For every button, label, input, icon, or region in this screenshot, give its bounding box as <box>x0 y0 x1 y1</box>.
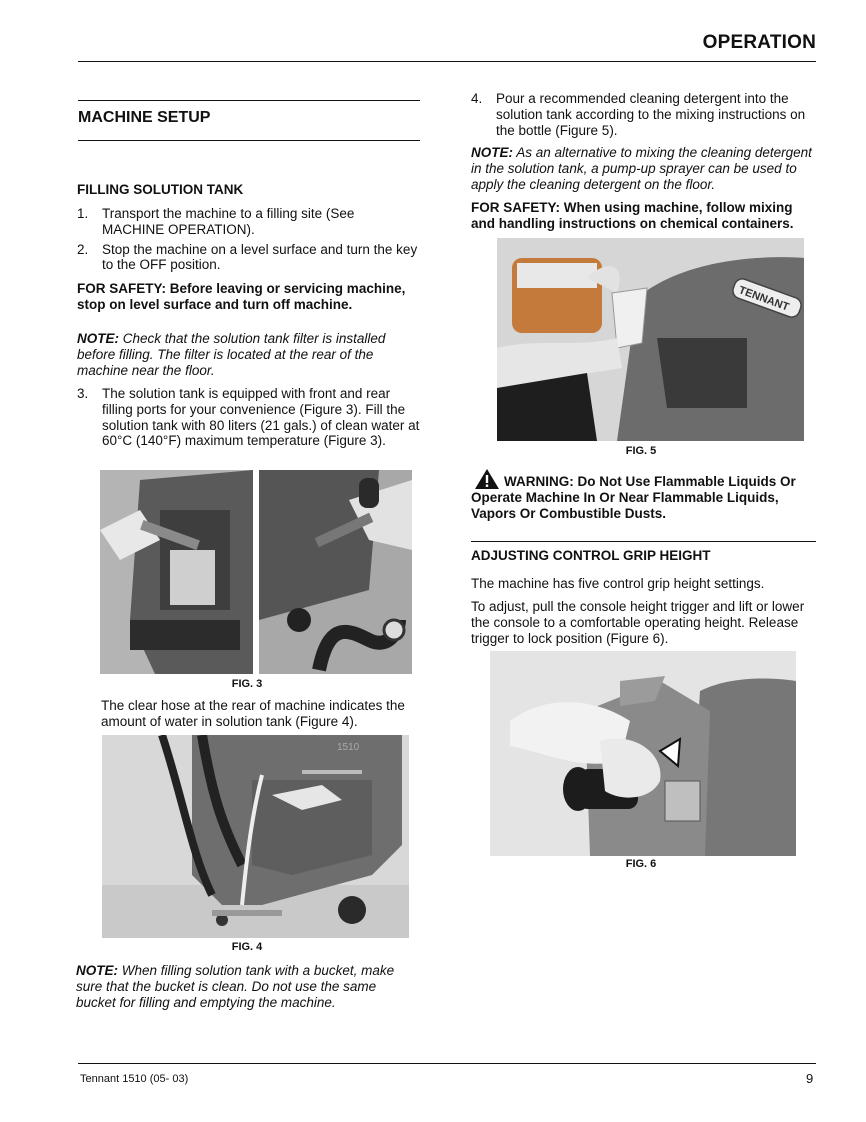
note-text: As an alternative to mixing the cleaning detergent in the solution tank, a pump-up sprayer can be used to apply the cleaning detergent on the floor. <box>471 145 812 192</box>
note-sprayer <box>471 145 816 192</box>
note-text: Check that the solution tank filter is installed before filling. The filter is located at the rear of the machine near the floor. <box>77 331 386 378</box>
filling-steps <box>77 206 420 273</box>
figure-5-photo <box>497 238 804 441</box>
step-number: 2. <box>77 241 89 257</box>
step-number: 1. <box>77 206 89 221</box>
figure-6-photo <box>490 651 796 856</box>
step-4 <box>471 91 816 138</box>
note-bucket <box>76 963 419 1010</box>
step-text: Stop the machine on a level surface and turn the key to the OFF position. <box>102 241 418 273</box>
safety-note: FOR SAFETY: Before leaving or servicing machine, stop on level surface and turn off machine. <box>77 281 406 312</box>
machine-setup-bottom-rule <box>78 140 420 141</box>
grip-heading: ADJUSTING CONTROL GRIP HEIGHT <box>471 548 711 563</box>
filling-heading: FILLING SOLUTION TANK <box>77 182 244 197</box>
figure-3-photo-front <box>100 470 253 674</box>
figure-4-photo <box>102 735 409 938</box>
grip-section-rule <box>471 541 816 542</box>
step-text: The solution tank is equipped with front and rear filling ports for your convenience (Figure 3). Fill the solution tank with 80 liters (21 gals.) of clean water at 60°C (140°F) maximum temperature (Figure 3). <box>102 386 420 449</box>
figure-3-photo-rear <box>259 470 412 674</box>
list-item <box>77 386 420 449</box>
note-label: NOTE: <box>77 331 119 346</box>
safety-note-chemicals: FOR SAFETY: When using machine, follow mixing and handling instructions on chemical containers. <box>471 200 794 231</box>
footer-doc-id: Tennant 1510 (05- 03) <box>80 1073 189 1085</box>
list-item <box>77 206 420 238</box>
header-rule <box>78 61 816 62</box>
step-text: Pour a recommended cleaning detergent into the solution tank according to the mixing instructions on the bottle (Figure 5). <box>496 91 806 138</box>
note-label: NOTE: <box>471 145 513 160</box>
step-number: 3. <box>77 386 89 401</box>
note-text: When filling solution tank with a bucket, make sure that the bucket is clean. Do not use the same bucket for filling and emptying the machine. <box>76 963 395 1010</box>
step-text: Transport the machine to a filling site (See MACHINE OPERATION). <box>102 206 355 237</box>
grip-paragraph-1: The machine has five control grip height settings. <box>471 576 765 591</box>
note-filter <box>77 331 415 378</box>
warning-text: WARNING: Do Not Use Flammable Liquids Or Operate Machine In Or Near Flammable Liquids, Vapors Or Combustible Dusts. <box>471 474 796 521</box>
figure-4-caption: FIG. 4 <box>231 941 263 953</box>
tennant-logo: TENNANT <box>737 284 791 314</box>
step-number: 4. <box>471 91 483 106</box>
figure-6-caption: FIG. 6 <box>625 858 657 870</box>
list-item <box>77 242 420 274</box>
footer-rule <box>78 1063 816 1064</box>
figure-3-caption: FIG. 3 <box>231 678 263 690</box>
note-label: NOTE: <box>76 963 118 978</box>
machine-setup-top-rule <box>78 100 420 101</box>
hose-paragraph: The clear hose at the rear of machine indicates the amount of water in solution tank (Figure 4). <box>101 698 405 729</box>
step-3 <box>77 386 420 449</box>
machine-setup-heading: MACHINE SETUP <box>78 109 211 126</box>
grip-paragraph-2: To adjust, pull the console height trigger and lift or lower the console to a comfortable operating height. Release trigger to lock position (Figure 6). <box>471 599 805 646</box>
svg-text:1510: 1510 <box>337 742 360 753</box>
page-number: 9 <box>806 1071 814 1086</box>
list-item <box>471 91 816 138</box>
figure-5-caption: FIG. 5 <box>625 445 657 457</box>
section-title: OPERATION <box>702 32 816 53</box>
